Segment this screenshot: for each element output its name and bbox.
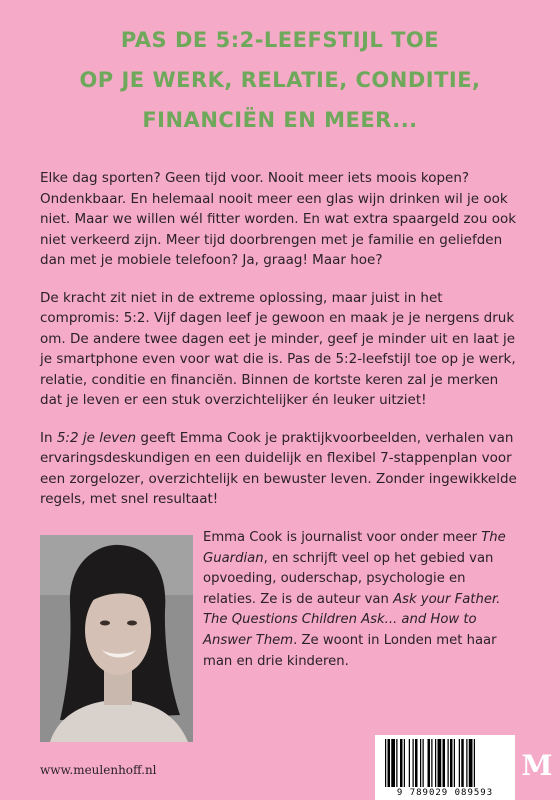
headline-line-3: FINANCIËN EN MEER... bbox=[142, 108, 418, 132]
barcode-number: 9 789029 089593 bbox=[396, 788, 494, 798]
publisher-logo-mark: M bbox=[522, 750, 552, 780]
headline-line-1: PAS DE 5:2-LEEFSTIJL TOE bbox=[120, 28, 440, 52]
bio-part-2: , en schrijft veel op het gebied van opvoeding, ouderschap, psychologie en relaties. Ze is de auteur van bbox=[203, 550, 494, 607]
publisher-logo bbox=[522, 750, 552, 780]
author-bio bbox=[203, 528, 521, 672]
bio-part-3: . Ze woont in Londen met haar man en drie kinderen. bbox=[203, 632, 497, 669]
blurb bbox=[40, 168, 522, 527]
bio-book-title: Ask your Father. The Questions Children Ask... and How to Answer Them bbox=[203, 591, 501, 648]
publisher-website[interactable]: www.meulenhoff.nl bbox=[40, 763, 157, 777]
book-title: 5:2 je leven bbox=[56, 429, 137, 446]
barcode-bars bbox=[383, 739, 507, 787]
blurb-paragraph-1: Elke dag sporten? Geen tijd voor. Nooit meer iets moois kopen? Ondenkbaar. En helemaal nooit meer een glas wijn drinken wil je ook niet. Maar we willen wél fitter worden. En wat extra spaargeld zou ook niet verkeerd zijn. Meer tijd doorbrengen met je familie en geliefden dan met je mobiele telefoon? Ja, graag! Maar hoe? bbox=[40, 170, 517, 268]
bio-part-1: Emma Cook is journalist voor onder meer bbox=[203, 530, 482, 545]
blurb-paragraph-3 bbox=[40, 428, 522, 510]
p3-suffix: geeft Emma Cook je praktijkvoorbeelden, verhalen van ervaringsdeskundigen en een duidelijk en flexibel 7-stappenplan voor een zorgelozer, overzichtelijk en bewuster leven. Zonder ingewikkelde regels, met snel resultaat! bbox=[40, 429, 517, 507]
headline-line-2: OP JE WERK, RELATIE, CONDITIE, bbox=[79, 68, 481, 92]
p3-prefix: In bbox=[40, 429, 57, 446]
bio-publication: The Guardian bbox=[203, 530, 506, 566]
headline bbox=[0, 20, 560, 140]
blurb-paragraph-2: De kracht zit niet in de extreme oplossing, maar juist in het compromis: 5:2. Vijf dagen leef je gewoon en maak je je nergens druk om. De andere twee dagen eet je minder, geef je minder uit en laat je je smartphone even voor wat die is. Pas de 5:2-leefstijl toe op je werk, relatie, conditie en financiën. Binnen de kortste keren zal je merken dat je leven er een stuk overzichtelijker én leuker uitziet! bbox=[40, 289, 516, 408]
isbn-barcode bbox=[375, 735, 515, 800]
author-photo bbox=[40, 535, 193, 742]
